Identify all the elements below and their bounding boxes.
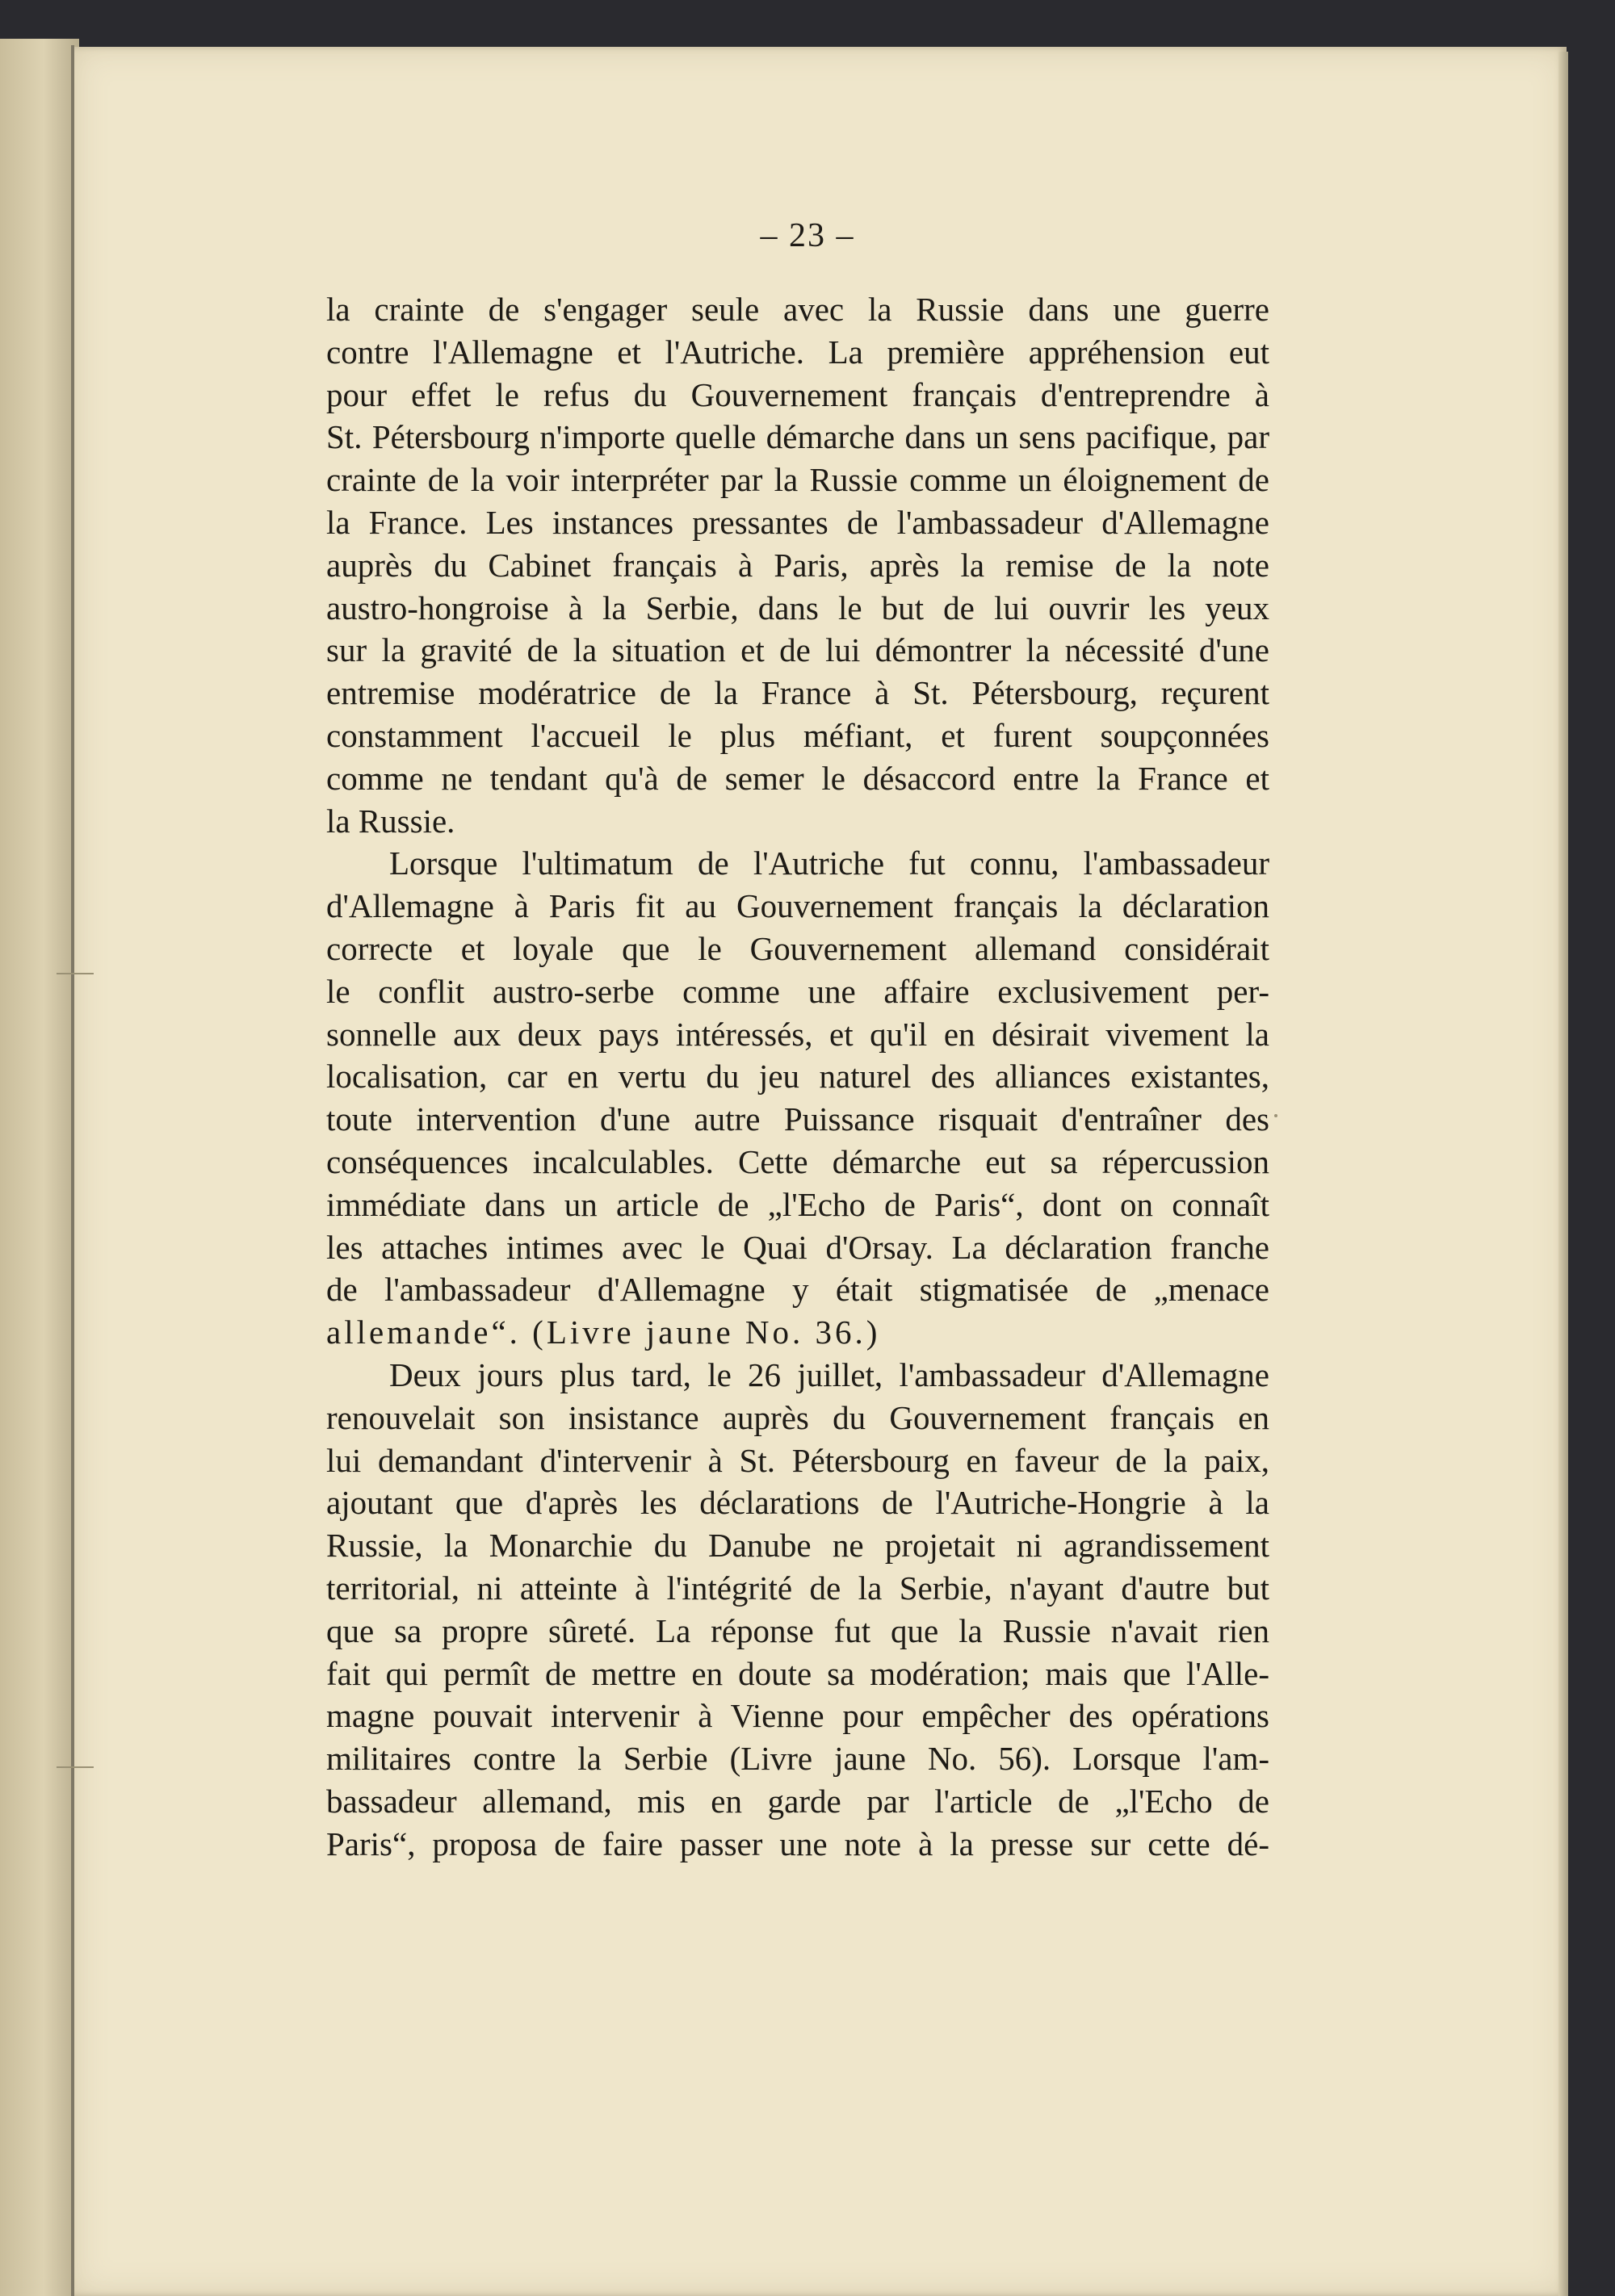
margin-mark	[1274, 1114, 1277, 1117]
text-line: la crainte de s'engager seule avec la Russie dans une guerre	[326, 291, 1269, 328]
text-line: conséquences incalculables. Cette démarche eut sa répercussion	[326, 1142, 1269, 1180]
text-line: la France. Les instances pressantes de l'ambassadeur d'Allemagne	[326, 503, 1269, 541]
text-line: lui demandant d'intervenir à St. Pétersbourg en faveur de la paix,	[326, 1441, 1269, 1479]
page-number: – 23 –	[760, 217, 855, 254]
text-line: la Russie.	[326, 802, 455, 840]
text-line: allemande“. (Livre jaune No. 36.)	[326, 1313, 881, 1351]
text-line: militaires contre la Serbie (Livre jaune No. 56). Lorsque l'am-	[326, 1740, 1269, 1778]
text-line: contre l'Allemagne et l'Autriche. La première appréhension eut	[326, 333, 1269, 371]
text-line: renouvelait son insistance auprès du Gouvernement français en	[326, 1398, 1269, 1436]
text-line: d'Allemagne à Paris fit au Gouvernement français la déclaration	[326, 887, 1269, 925]
text-line: entremise modératrice de la France à St. Pétersbourg, reçurent	[326, 674, 1269, 712]
text-line: crainte de la voir interpréter par la Russie comme un éloignement de	[326, 461, 1269, 499]
text-line: sur la gravité de la situation et de lui démontrer la nécessité d'une	[326, 631, 1269, 669]
paragraph-first-line: Lorsque l'ultimatum de l'Autriche fut connu, l'ambassadeur	[389, 844, 1269, 882]
text-line: de l'ambassadeur d'Allemagne y était stigmatisée de „menace	[326, 1271, 1269, 1309]
paragraph-first-line: Deux jours plus tard, le 26 juillet, l'ambassadeur d'Allemagne	[389, 1355, 1269, 1393]
margin-mark	[57, 973, 94, 974]
text-line: magne pouvait intervenir à Vienne pour empêcher des opérations	[326, 1697, 1269, 1735]
left-page-leaf	[0, 39, 79, 2296]
text-line: Paris“, proposa de faire passer une note à la presse sur cette dé-	[326, 1825, 1269, 1862]
text-line: sonnelle aux deux pays intéressés, et qu'il en désirait vivement la	[326, 1015, 1269, 1053]
text-line: Russie, la Monarchie du Danube ne projetait ni agrandissement	[326, 1527, 1269, 1565]
text-line: comme ne tendant qu'à de semer le désaccord entre la France et	[326, 759, 1269, 797]
body-text	[326, 288, 1269, 1865]
text-line: auprès du Cabinet français à Paris, après la remise de la note	[326, 546, 1269, 584]
text-line: toute intervention d'une autre Puissance risquait d'entraîner des	[326, 1100, 1269, 1138]
text-line: correcte et loyale que le Gouvernement allemand considérait	[326, 929, 1269, 967]
text-line: austro-hongroise à la Serbie, dans le but de lui ouvrir les yeux	[326, 589, 1269, 626]
text-line: constamment l'accueil le plus méfiant, et furent soupçonnées	[326, 716, 1269, 754]
text-line: le conflit austro-serbe comme une affaire exclusivement per-	[326, 972, 1269, 1010]
text-line: que sa propre sûreté. La réponse fut que la Russie n'avait rien	[326, 1611, 1269, 1649]
text-line: fait qui permît de mettre en doute sa modération; mais que l'Alle-	[326, 1654, 1269, 1692]
text-line: pour effet le refus du Gouvernement français d'entreprendre à	[326, 375, 1269, 413]
text-line: St. Pétersbourg n'importe quelle démarche dans un sens pacifique, par	[326, 418, 1269, 456]
margin-mark	[57, 1766, 94, 1768]
text-line: bassadeur allemand, mis en garde par l'article de „l'Echo de	[326, 1782, 1269, 1820]
text-line: localisation, car en vertu du jeu naturel des alliances existantes,	[326, 1058, 1269, 1096]
text-line: les attaches intimes avec le Quai d'Orsay. La déclaration franche	[326, 1228, 1269, 1266]
text-line: immédiate dans un article de „l'Echo de Paris“, dont on connaît	[326, 1185, 1269, 1223]
text-line: ajoutant que d'après les déclarations de l'Autriche-Hongrie à la	[326, 1484, 1269, 1522]
page-right-edge	[1558, 52, 1568, 2296]
text-line: territorial, ni atteinte à l'intégrité de la Serbie, n'ayant d'autre but	[326, 1569, 1269, 1607]
